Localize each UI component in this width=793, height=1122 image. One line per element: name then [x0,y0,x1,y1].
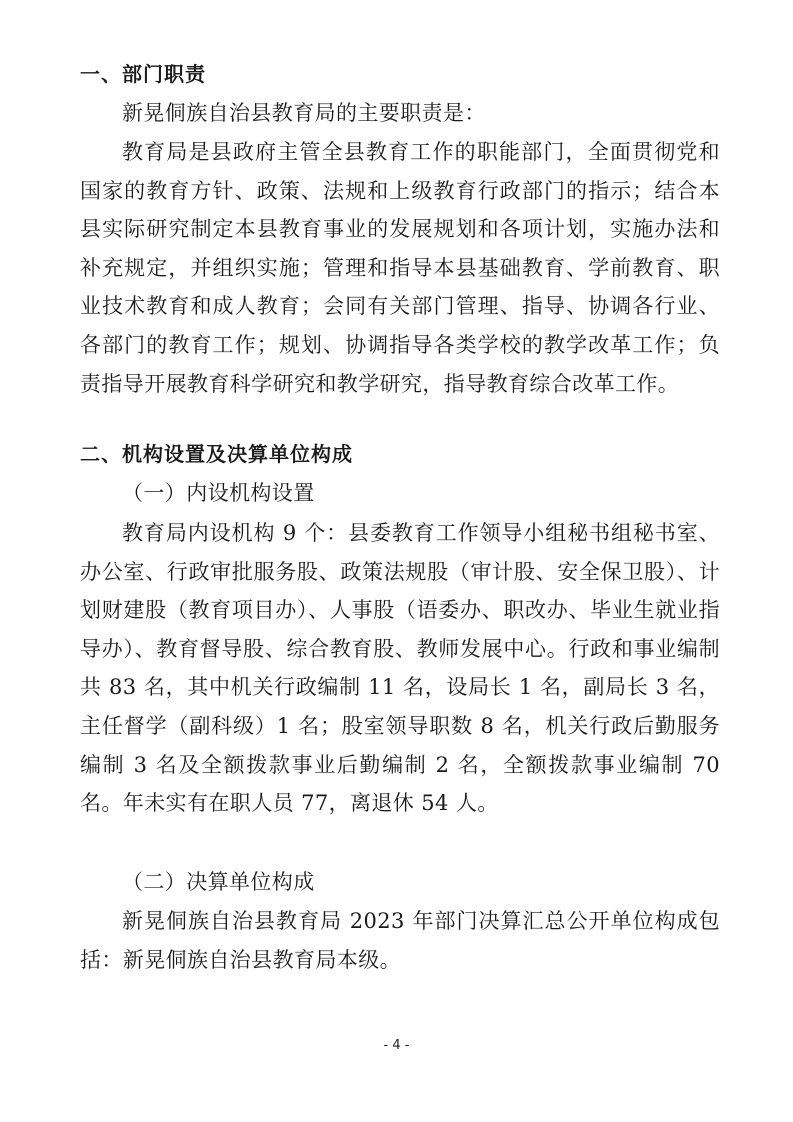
responsibilities-body: 教育局是县政府主管全县教育工作的职能部门，全面贯彻党和国家的教育方针、政策、法规和上级教育行政部门的指示；结合本县实际研究制定本县教育事业的发展规划和各项计划，实施办法和补充规定，并组织实施；管理和指导本县基础教育、学前教育、职业技术教育和成人教育；会同有关部门管理、指导、协调各行业、各部门的教育工作；规划、协调指导各类学校的教学改革工作；负责指导开展教育科学研究和教学研究，指导教育综合改革工作。 [80,140,720,396]
page-number: - 4 - [383,1038,410,1053]
section-heading-responsibilities: 一、部门职责 [80,62,206,86]
section-heading-organization: 二、机构设置及决算单位构成 [80,442,353,466]
accounting-units-body: 新晃侗族自治县教育局 2023 年部门决算汇总公开单位构成包括：新晃侗族自治县教育局本级。 [80,909,720,972]
subsection-heading-accounting-units: （二）决算单位构成 [122,870,315,894]
responsibilities-intro: 新晃侗族自治县教育局的主要职责是： [122,101,486,125]
subsection-heading-internal-structure: （一）内设机构设置 [122,481,315,505]
internal-structure-body: 教育局内设机构 9 个：县委教育工作领导小组秘书组秘书室、办公室、行政审批服务股、政策法规股（审计股、安全保卫股）、计划财建股（教育项目办）、人事股（语委办、职改办、毕业生就业指导办）、教育督导股、综合教育股、教师发展中心。行政和事业编制共 83 名，其中机关行政编制 11 名，设局长 1 名，副局长 3 名，主任督学（副科级）1 名；股室领导职数 8 名，机关行政后勤服务编制 3 名及全额拨款事业后勤编制 2 名，全额拨款事业编制 70 名。年未实有在职人员 77，离退休 54 人。 [80,521,720,816]
